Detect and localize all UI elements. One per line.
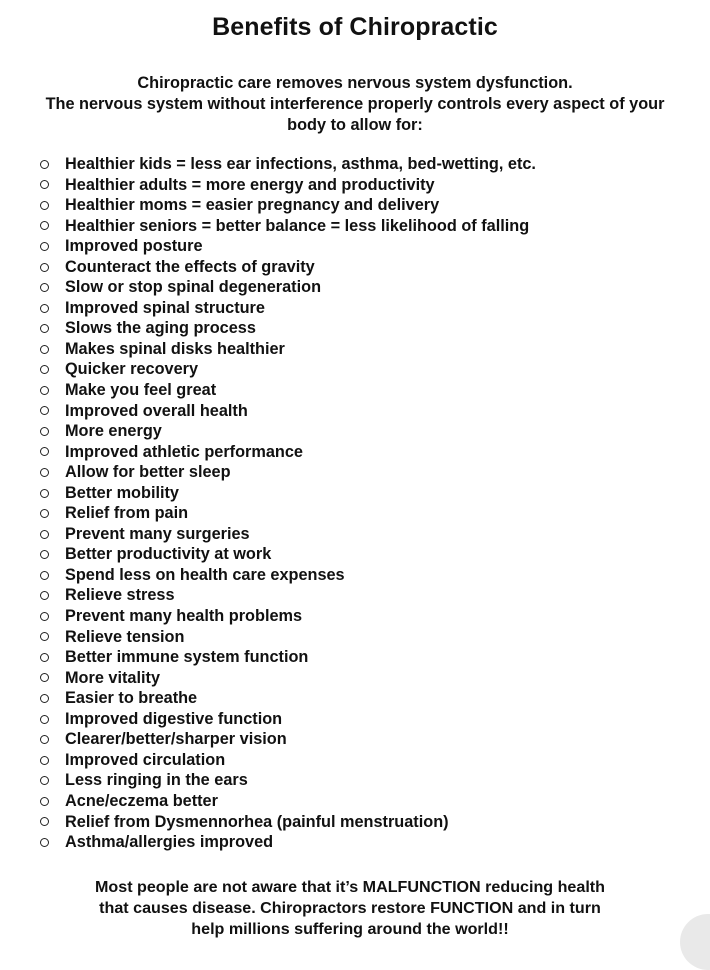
benefit-item <box>36 585 676 606</box>
bullet-icon <box>40 447 49 456</box>
bullet-icon <box>40 283 49 292</box>
benefit-item <box>36 627 676 648</box>
bullet-icon <box>40 160 49 169</box>
benefit-item <box>36 298 676 319</box>
benefit-item <box>36 791 676 812</box>
benefit-text: Healthier kids = less ear infections, asthma, bed-wetting, etc. <box>65 155 536 173</box>
benefit-text: Improved digestive function <box>65 709 283 728</box>
benefit-text: Improved spinal structure <box>65 298 265 317</box>
bullet-icon <box>40 530 49 539</box>
bullet-icon <box>40 673 49 682</box>
benefit-text: Relief from pain <box>65 504 189 523</box>
bullet-icon <box>40 612 49 621</box>
intro-line: The nervous system without interference properly controls every aspect of your <box>45 95 665 113</box>
benefit-text: Allow for better sleep <box>65 463 231 482</box>
benefit-item <box>36 544 676 565</box>
benefit-item <box>36 154 676 175</box>
benefit-text: Prevent many surgeries <box>65 524 250 543</box>
page-title: Benefits of Chiropractic <box>212 13 498 41</box>
benefit-text: Healthier seniors = better balance = less likelihood of falling <box>65 216 530 235</box>
bullet-icon <box>40 715 49 724</box>
benefit-item <box>36 770 676 791</box>
bullet-icon <box>40 735 49 744</box>
benefit-text: Makes spinal disks healthier <box>65 339 285 358</box>
benefit-item <box>36 442 676 463</box>
benefit-item <box>36 216 676 237</box>
benefit-text: Slows the aging process <box>65 319 256 338</box>
bullet-icon <box>40 324 49 333</box>
benefit-text: Relief from Dysmennorhea (painful menstruation) <box>65 812 449 831</box>
benefit-item <box>36 175 676 196</box>
benefit-text: Prevent many health problems <box>65 607 303 626</box>
bullet-icon <box>40 365 49 374</box>
benefit-item <box>36 647 676 668</box>
bullet-icon <box>40 838 49 847</box>
closing-line: Most people are not aware that it’s MALFUNCTION reducing health <box>95 878 605 896</box>
bullet-icon <box>40 694 49 703</box>
bullet-icon <box>40 653 49 662</box>
bullet-icon <box>40 386 49 395</box>
benefit-item <box>36 729 676 750</box>
intro-line: Chiropractic care removes nervous system dysfunction. <box>137 74 573 92</box>
benefit-text: Make you feel great <box>65 381 217 400</box>
benefit-item <box>36 709 676 730</box>
bullet-icon <box>40 201 49 210</box>
benefit-text: Slow or stop spinal degeneration <box>65 278 322 297</box>
intro-line: body to allow for: <box>287 116 423 134</box>
bullet-icon <box>40 571 49 580</box>
bullet-icon <box>40 591 49 600</box>
benefit-text: Better mobility <box>65 483 179 502</box>
benefit-text: Acne/eczema better <box>65 791 218 810</box>
closing-line: that causes disease. Chiropractors restore FUNCTION and in turn <box>99 899 601 917</box>
benefit-text: Improved overall health <box>65 401 248 420</box>
benefit-item <box>36 401 676 422</box>
benefit-text: More energy <box>65 422 162 441</box>
bullet-icon <box>40 427 49 436</box>
benefits-list <box>36 154 676 853</box>
benefit-item <box>36 236 676 257</box>
bullet-icon <box>40 817 49 826</box>
benefit-item <box>36 688 676 709</box>
benefit-item <box>36 421 676 442</box>
closing-line: help millions suffering around the world!! <box>191 920 509 938</box>
bullet-icon <box>40 509 49 518</box>
bullet-icon <box>40 406 49 415</box>
benefit-text: Asthma/allergies improved <box>65 833 274 852</box>
benefit-item <box>36 483 676 504</box>
benefit-text: Improved athletic performance <box>65 442 303 461</box>
benefit-text: Clearer/better/sharper vision <box>65 730 287 749</box>
benefit-item <box>36 462 676 483</box>
bullet-icon <box>40 756 49 765</box>
benefit-text: Healthier adults = more energy and productivity <box>65 175 435 194</box>
benefit-item <box>36 195 676 216</box>
bullet-icon <box>40 221 49 230</box>
benefit-item <box>36 565 676 586</box>
benefit-item <box>36 606 676 627</box>
benefit-item <box>36 359 676 380</box>
benefit-item <box>36 832 676 853</box>
benefit-item <box>36 750 676 771</box>
bullet-icon <box>40 776 49 785</box>
benefit-text: Improved posture <box>65 237 203 256</box>
bullet-icon <box>40 797 49 806</box>
bullet-icon <box>40 180 49 189</box>
intro-paragraph <box>0 73 710 136</box>
benefit-text: Healthier moms = easier pregnancy and delivery <box>65 196 440 215</box>
benefit-item <box>36 668 676 689</box>
bullet-icon <box>40 632 49 641</box>
benefit-text: Less ringing in the ears <box>65 771 248 790</box>
bullet-icon <box>40 242 49 251</box>
benefit-text: Easier to breathe <box>65 689 198 708</box>
bullet-icon <box>40 263 49 272</box>
benefit-text: Quicker recovery <box>65 360 199 379</box>
bullet-icon <box>40 550 49 559</box>
benefit-text: Improved circulation <box>65 750 226 769</box>
bullet-icon <box>40 304 49 313</box>
benefit-item <box>36 318 676 339</box>
benefit-text: Better immune system function <box>65 648 309 667</box>
benefit-item <box>36 380 676 401</box>
benefit-text: More vitality <box>65 668 161 687</box>
benefit-item <box>36 277 676 298</box>
benefit-text: Spend less on health care expenses <box>65 565 345 584</box>
benefit-text: Relieve tension <box>65 627 185 646</box>
benefit-text: Better productivity at work <box>65 545 272 564</box>
benefit-item <box>36 257 676 278</box>
benefit-text: Counteract the effects of gravity <box>65 257 315 276</box>
benefit-text: Relieve stress <box>65 586 175 605</box>
benefit-item <box>36 812 676 833</box>
closing-paragraph <box>0 877 700 940</box>
bullet-icon <box>40 345 49 354</box>
benefit-item <box>36 524 676 545</box>
benefit-item <box>36 503 676 524</box>
benefit-item <box>36 339 676 360</box>
bullet-icon <box>40 489 49 498</box>
bullet-icon <box>40 468 49 477</box>
